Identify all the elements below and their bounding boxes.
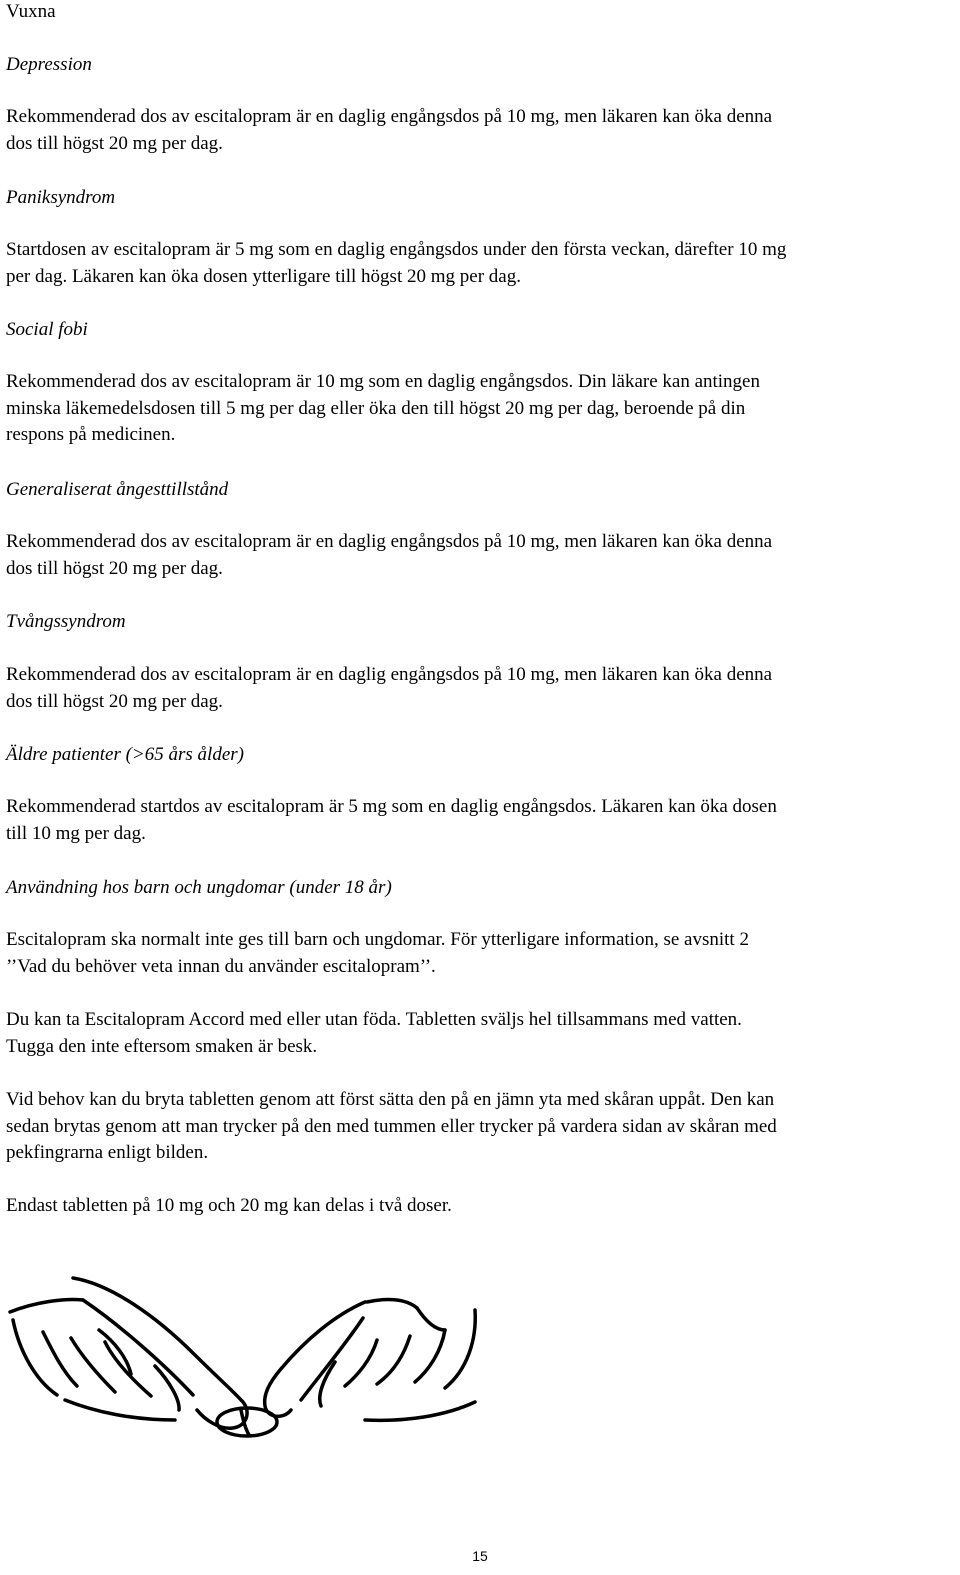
text-line: Vid behov kan du bryta tabletten genom att först sätta den på en jämn yta med skåran uppåt. Den kan bbox=[6, 1089, 775, 1110]
text-line: ’’Vad du behöver veta innan du använder escitalopram’’. bbox=[6, 955, 436, 977]
section-title-children: Användning hos barn och ungdomar (under 18 år) bbox=[6, 877, 392, 898]
left-hand-drawing bbox=[10, 1278, 247, 1428]
text-line: pekfingrarna enligt bilden. bbox=[6, 1142, 209, 1163]
section-text-children bbox=[6, 927, 956, 980]
section-title-depression: Depression bbox=[6, 54, 92, 75]
text-line: till 10 mg per dag. bbox=[6, 822, 146, 844]
section-text-panic bbox=[6, 237, 956, 290]
paragraph-split-tablet bbox=[6, 1087, 956, 1167]
text-line: Endast tabletten på 10 mg och 20 mg kan delas i två doser. bbox=[6, 1195, 452, 1216]
section-title-elderly: Äldre patienter (>65 års ålder) bbox=[6, 744, 244, 765]
text-line: respons på medicinen. bbox=[6, 424, 176, 445]
tablet-splitting-illustration bbox=[5, 1270, 485, 1450]
text-line: dos till högst 20 mg per dag. bbox=[6, 690, 223, 712]
section-text-depression bbox=[6, 104, 956, 157]
section-title-panic: Paniksyndrom bbox=[6, 187, 116, 208]
paragraph-food bbox=[6, 1007, 956, 1060]
heading-adults: Vuxna bbox=[6, 1, 56, 22]
text-line: Rekommenderad dos av escitalopram är 10 mg som en daglig engångsdos. Din läkare kan antingen bbox=[6, 371, 760, 392]
text-line: Rekommenderad startdos av escitalopram är 5 mg som en daglig engångsdos. Läkaren kan öka dosen bbox=[6, 796, 777, 817]
text-line: Rekommenderad dos av escitalopram är en daglig engångsdos på 10 mg, men läkaren kan öka denna bbox=[6, 106, 773, 127]
section-text-gad bbox=[6, 529, 956, 582]
text-line: Escitalopram ska normalt inte ges till barn och ungdomar. För ytterligare information, se avsnitt 2 bbox=[6, 929, 749, 950]
text-line: Rekommenderad dos av escitalopram är en daglig engångsdos på 10 mg, men läkaren kan öka denna bbox=[6, 531, 773, 552]
text-line: Rekommenderad dos av escitalopram är en daglig engångsdos på 10 mg, men läkaren kan öka denna bbox=[6, 664, 773, 685]
text-line: Tugga den inte eftersom smaken är besk. bbox=[6, 1035, 318, 1057]
page-number: 15 bbox=[472, 1548, 488, 1564]
text-line: Startdosen av escitalopram är 5 mg som en daglig engångsdos under den första veckan, därefter 10 mg bbox=[6, 239, 787, 260]
right-hand-drawing bbox=[265, 1300, 476, 1421]
section-text-social-phobia bbox=[6, 369, 956, 449]
section-title-ocd: Tvångssyndrom bbox=[6, 611, 126, 632]
section-title-social-phobia: Social fobi bbox=[6, 319, 88, 340]
text-line: Du kan ta Escitalopram Accord med eller utan föda. Tabletten sväljs hel tillsammans med vatten. bbox=[6, 1009, 742, 1030]
text-line: per dag. Läkaren kan öka dosen ytterligare till högst 20 mg per dag. bbox=[6, 265, 521, 287]
text-line: dos till högst 20 mg per dag. bbox=[6, 557, 223, 579]
text-line: sedan brytas genom att man trycker på den med tummen eller trycker på vardera sidan av skåran med bbox=[6, 1115, 777, 1137]
section-title-gad: Generaliserat ångesttillstånd bbox=[6, 479, 229, 500]
section-text-elderly bbox=[6, 794, 956, 847]
text-line: minska läkemedelsdosen till 5 mg per dag eller öka den till högst 20 mg per dag, beroende på din bbox=[6, 397, 746, 419]
section-text-ocd bbox=[6, 662, 956, 715]
text-line: dos till högst 20 mg per dag. bbox=[6, 132, 223, 154]
paragraph-doses bbox=[6, 1193, 956, 1220]
